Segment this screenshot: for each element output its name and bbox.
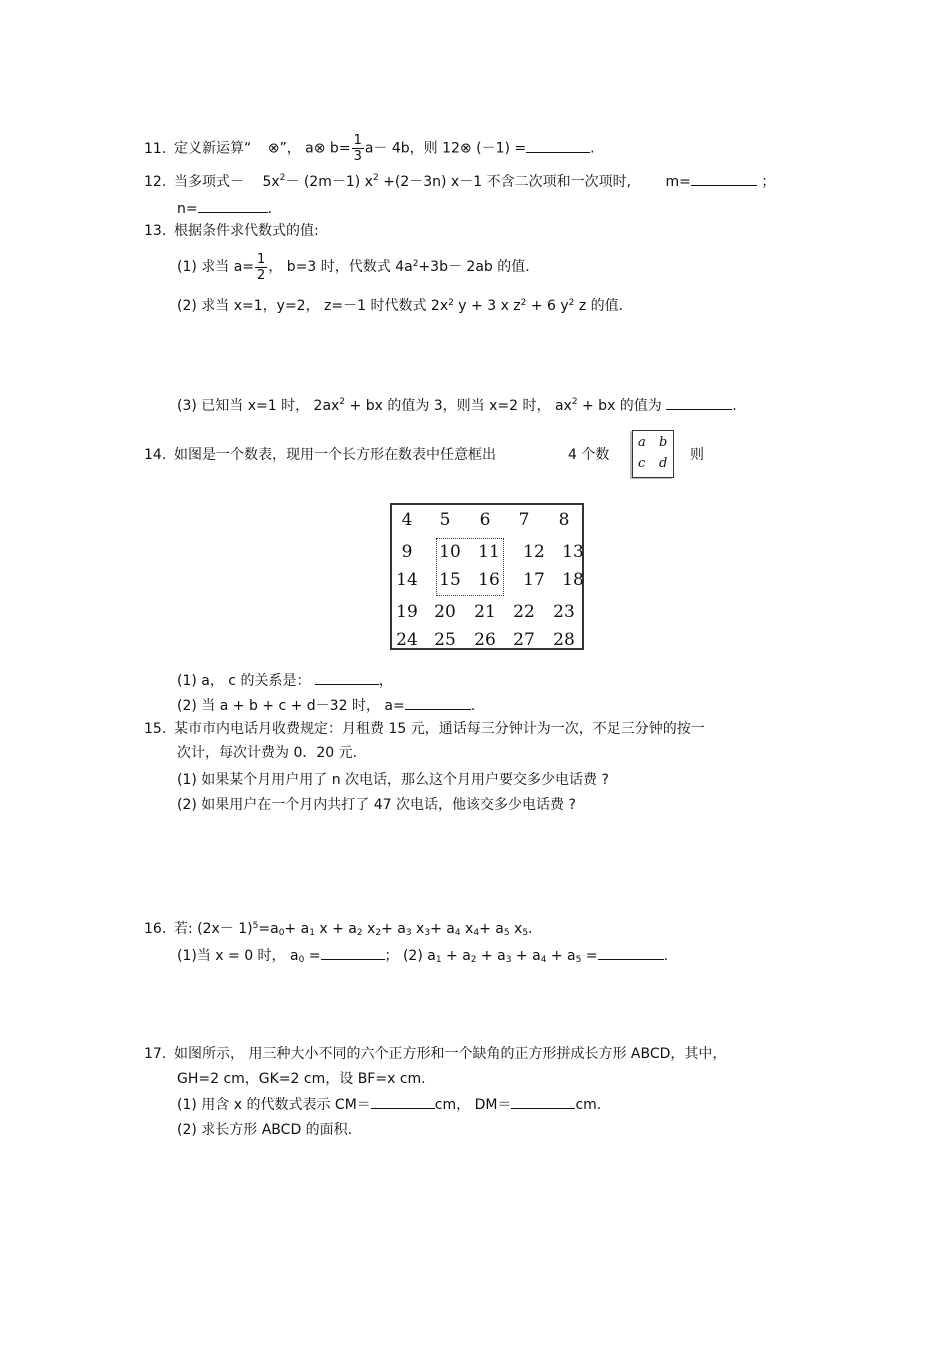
box-c: c	[638, 456, 646, 471]
q15-sub1: (1) 如果某个月用户用了 n 次电话，那么这个月用户要交多少电话费 ?	[177, 772, 609, 788]
q16-line2: (1)当 x = 0 时， $a_0$ = ； (2) $a_1 + a_2 + a_3 + a_4 + a_5$ = .	[177, 948, 669, 965]
q14-then: 则	[690, 447, 704, 463]
table-cell: 22	[513, 602, 535, 622]
table-cell: 4	[401, 510, 413, 530]
table-cell: 9	[401, 542, 413, 562]
box-d: d	[659, 456, 668, 471]
table-cell: 27	[513, 630, 535, 650]
table-cell: 17	[523, 570, 545, 590]
table-cell: 12	[523, 542, 545, 562]
table-cell: 10	[439, 542, 461, 562]
q11-line: 11. 定义新运算“ ⊗”， a⊗ b= $\frac{1}{3}$ a－ 4b，则 12⊗ (－1) = .	[144, 133, 595, 164]
q11-number: 11.	[144, 140, 167, 157]
q17-number: 17.	[144, 1046, 167, 1062]
q14-count: 4 个数	[568, 447, 610, 463]
q16-line1: 16. 若: $(2x- 1)^5=a_0+ a_1$ $x + a_2$ $x_2+ a_3$ $x_3+ a_4$ $x_4+ a_5$ $x_5$.	[144, 921, 533, 938]
q14-relation-blank[interactable]	[315, 671, 379, 685]
q14-line: 14. 如图是一个数表，现用一个长方形在数表中任意框出	[144, 447, 496, 463]
table-cell: 19	[396, 602, 418, 622]
q13-number: 13.	[144, 223, 167, 239]
box-a: a	[638, 435, 646, 450]
q15-line2: 次计，每次计费为 0．20 元.	[177, 745, 358, 761]
q12-line2: n= .	[177, 201, 273, 217]
q14-a-blank[interactable]	[405, 696, 471, 710]
q17-dm-blank[interactable]	[511, 1095, 575, 1109]
q13-sub2: (2) 求当 x=1，y=2， z=－1 时代数式 $2x^2$ y + 3 x $z^2 + 6$ $y^2$ z 的值.	[177, 298, 624, 314]
q17-sub1: (1) 用含 x 的代数式表示 CM＝ cm， DM＝ cm.	[177, 1097, 602, 1113]
table-cell: 21	[474, 602, 496, 622]
table-cell: 8	[558, 510, 570, 530]
otimes-symbol: ⊗	[267, 140, 280, 157]
q12-n-blank[interactable]	[198, 199, 268, 213]
q12-number: 12.	[144, 174, 167, 190]
q17-sub2: (2) 求长方形 ABCD 的面积.	[177, 1122, 353, 1138]
q12-line: 12. 当多项式－ $5x^2- (2m-1)$ $x^2 +(2-3n)$ x－1 不含二次项和一次项时, m= ；	[144, 173, 776, 190]
q14-number: 14.	[144, 447, 167, 463]
box-b: b	[659, 435, 668, 450]
q15-sub2: (2) 如果用户在一个月内共打了 47 次电话，他该交多少电话费 ?	[177, 797, 576, 813]
table-cell: 16	[478, 570, 500, 590]
q13-title: 13. 根据条件求代数式的值:	[144, 223, 319, 239]
table-cell: 14	[396, 570, 418, 590]
table-cell: 5	[439, 510, 451, 530]
q15-number: 15.	[144, 721, 167, 737]
table-cell: 18	[562, 570, 584, 590]
q15-line1: 15. 某市市内电话月收费规定：月租费 15 元，通话每三分钟计为一次，不足三分钟的按一	[144, 721, 705, 737]
table-cell: 20	[434, 602, 456, 622]
table-cell: 15	[439, 570, 461, 590]
q17-cm-blank[interactable]	[371, 1095, 435, 1109]
q14-sub1: (1) a， c 的关系是： ，	[177, 673, 393, 689]
table-cell: 28	[553, 630, 575, 650]
q13-sub3: (3) 已知当 x=1 时， $2ax^2$ + bx 的值为 3，则当 x=2 时， $ax^2$ + bx 的值为 .	[177, 397, 737, 414]
table-cell: 11	[478, 542, 500, 562]
q13-sub1: (1) 求当 a= $\frac{1}{2}$ ， b=3 时，代数式 $4a^2+3b- 2ab$ 的值.	[177, 251, 530, 283]
table-cell: 23	[553, 602, 575, 622]
table-cell: 7	[518, 510, 530, 530]
table-cell: 25	[434, 630, 456, 650]
table-cell: 13	[562, 542, 584, 562]
q16-sum-blank[interactable]	[598, 946, 664, 960]
q13-answer-blank[interactable]	[666, 396, 732, 410]
q12-m-blank[interactable]	[691, 172, 757, 186]
number-table	[390, 503, 584, 650]
q17-line1: 17. 如图所示， 用三种大小不同的六个正方形和一个缺角的正方形拼成长方形 ABCD，其中，	[144, 1046, 727, 1062]
fraction-one-third: $\frac{1}{3}$	[353, 133, 362, 164]
q16-a0-blank[interactable]	[321, 946, 385, 960]
abcd-box	[632, 430, 674, 478]
table-cell: 26	[474, 630, 496, 650]
q17-line2: GH=2 cm，GK=2 cm，设 BF=x cm.	[177, 1071, 426, 1087]
q16-number: 16.	[144, 921, 167, 937]
table-cell: 6	[479, 510, 491, 530]
table-cell: 24	[396, 630, 418, 650]
q14-sub2: (2) 当 a + b + c + d－32 时， a= .	[177, 698, 476, 714]
q11-answer-blank[interactable]	[526, 139, 590, 153]
fraction-one-half: $\frac{1}{2}$	[257, 251, 266, 283]
